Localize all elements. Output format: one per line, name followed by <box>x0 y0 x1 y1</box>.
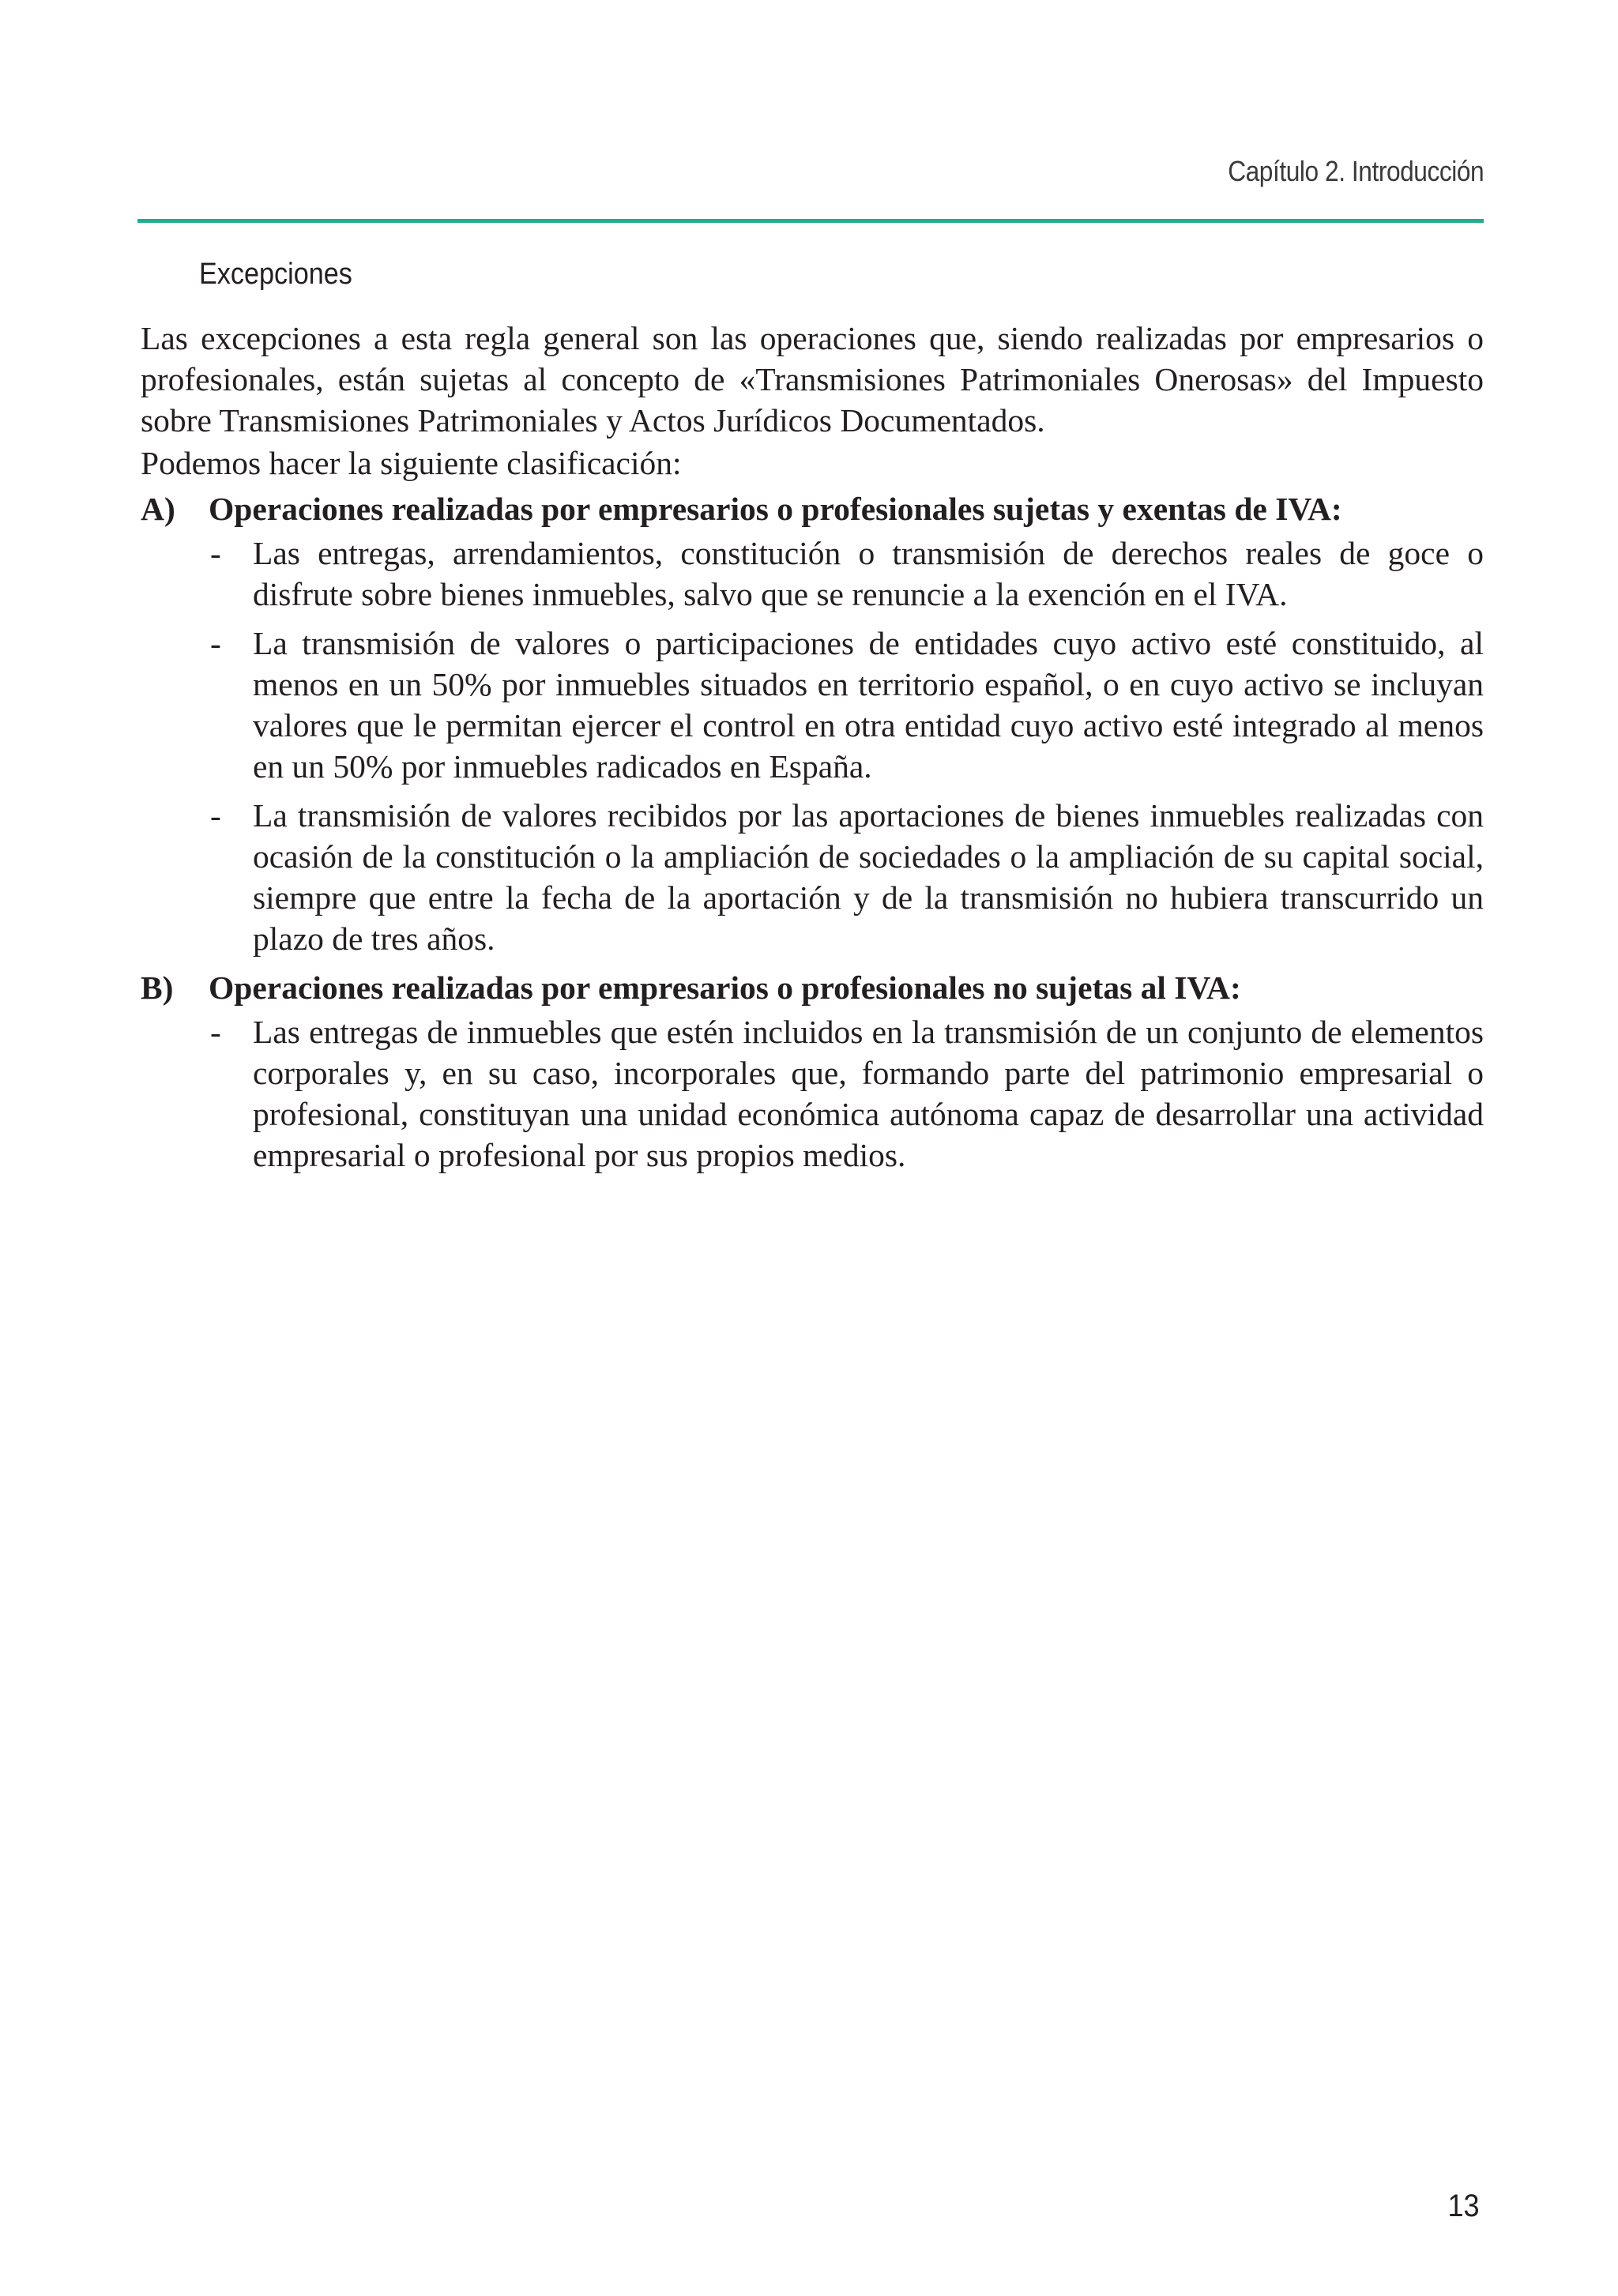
group-letter: B) <box>141 969 174 1006</box>
group-heading <box>141 488 1484 529</box>
bullet-dash: - <box>210 1014 221 1050</box>
group-heading <box>141 967 1484 1008</box>
bullet-list <box>141 1011 1484 1176</box>
header-rule <box>137 219 1484 223</box>
lead-paragraph: Podemos hacer la siguiente clasificación: <box>141 445 682 481</box>
group-b <box>141 967 1484 1176</box>
body-text <box>141 318 1484 1184</box>
list-item-text: La transmisión de valores o participaciones de entidades cuyo activo esté constituido, al menos en un 50% por inmuebles situados en territorio español, o en cuyo activo se incluyan valores que le permitan ejercer el control en otra entidad cuyo activo esté integrado al menos en un 50% por inmuebles radicados en España. <box>253 625 1484 785</box>
group-a <box>141 488 1484 959</box>
bullet-dash: - <box>210 625 221 661</box>
group-heading-text: Operaciones realizadas por empresarios o profesionales no sujetas al IVA: <box>209 969 1241 1006</box>
group-heading-text: Operaciones realizadas por empresarios o profesionales sujetas y exentas de IVA: <box>209 491 1342 527</box>
list-item <box>207 533 1484 615</box>
list-item-text: La transmisión de valores recibidos por las aportaciones de bienes inmuebles realizadas con ocasión de la constitución o la ampliación de sociedades o la ampliación de su capital social, siempre que entre la fecha de la aportación y de la transmisión no hubiera transcurrido un plazo de tres años. <box>253 797 1484 957</box>
list-item <box>207 623 1484 787</box>
group-letter: A) <box>141 491 175 527</box>
list-item <box>207 1011 1484 1176</box>
bullet-list <box>141 533 1484 959</box>
list-item-text: Las entregas, arrendamientos, constitución o transmisión de derechos reales de goce o disfrute sobre bienes inmuebles, salvo que se renuncie a la exención en el IVA. <box>253 535 1484 612</box>
list-item <box>207 795 1484 959</box>
list-item-text: Las entregas de inmuebles que estén incluidos en la transmisión de un conjunto de elementos corporales y, en su caso, incorporales que, formando parte del patrimonio empresarial o profesional, constituyan una unidad económica autónoma capaz de desarrollar una actividad empresarial o profesional por sus propios medios. <box>253 1014 1484 1173</box>
bullet-dash: - <box>210 535 221 571</box>
page-number: 13 <box>1447 2189 1479 2223</box>
section-title: Excepciones <box>199 258 352 291</box>
running-head: Capítulo 2. Introducción <box>1227 155 1484 187</box>
intro-paragraph: Las excepciones a esta regla general son las operaciones que, siendo realizadas por empresarios o profesionales, están sujetas al concepto de «Transmisiones Patrimoniales Onerosas» del Impuesto sobre Transmisiones Patrimoniales y Actos Jurídicos Documentados. <box>141 320 1484 438</box>
bullet-dash: - <box>210 797 221 834</box>
